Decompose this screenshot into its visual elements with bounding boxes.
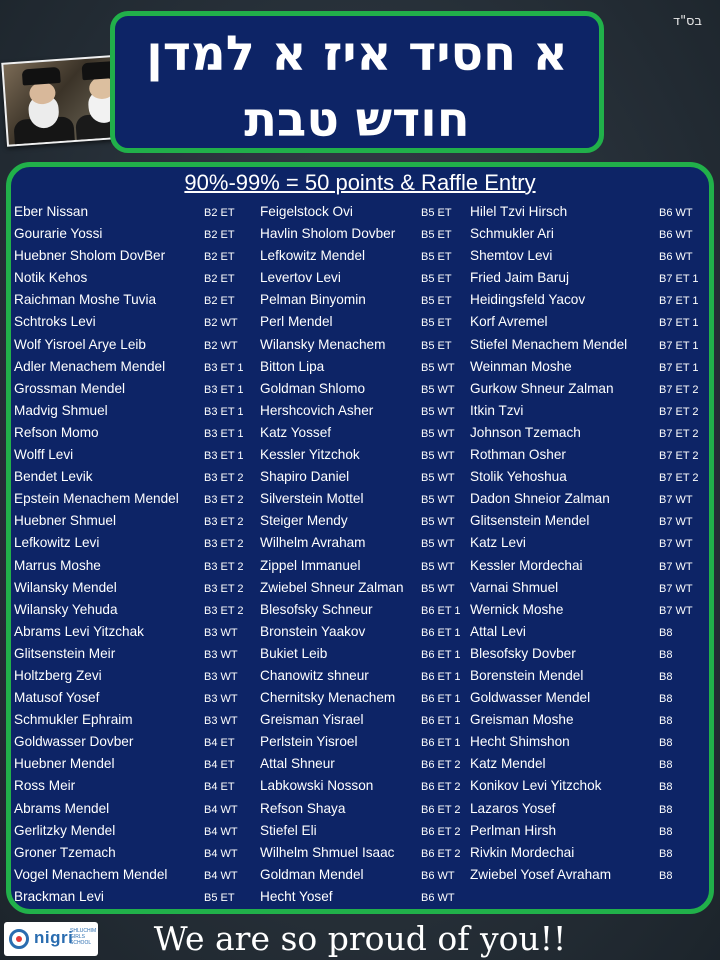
class-code: B3 ET 1 (204, 383, 244, 396)
list-item (470, 775, 710, 797)
class-code: B6 ET 1 (421, 670, 461, 683)
list-item (14, 687, 254, 709)
list-item (260, 687, 470, 709)
list-item (14, 753, 254, 775)
list-item (260, 643, 470, 665)
list-item (470, 687, 710, 709)
title-line-2: חודש טבת (244, 92, 470, 148)
list-item (14, 444, 254, 466)
list-item (14, 798, 254, 820)
student-name: Kessler Yitzchok (260, 447, 360, 463)
list-item (260, 886, 470, 908)
class-code: B3 ET 1 (204, 361, 244, 374)
student-name: Hilel Tzvi Hirsch (470, 204, 568, 219)
class-code: B3 ET 2 (204, 472, 244, 485)
names-column-1 (14, 201, 254, 908)
list-item (14, 643, 254, 665)
class-code: B2 WT (204, 339, 238, 352)
class-code: B6 WT (659, 229, 693, 242)
class-code: B8 (659, 626, 673, 639)
list-item (260, 289, 470, 311)
list-item (260, 665, 470, 687)
student-name: Bendet Levik (14, 469, 93, 485)
student-name: Refson Momo (14, 424, 99, 440)
student-name: Wilhelm Avraham (260, 535, 366, 551)
class-code: B7 ET 2 (659, 405, 699, 418)
list-item (14, 532, 254, 554)
student-name: Madvig Shmuel (14, 402, 108, 418)
student-name: Eber Nissan (14, 204, 89, 219)
class-code: B8 (659, 759, 673, 772)
class-code: B6 ET 1 (421, 715, 461, 728)
footer-message: We are so proud of you!! (153, 919, 567, 958)
student-name: Perl Mendel (260, 314, 333, 330)
list-item (260, 775, 470, 797)
student-name: Wolff Levi (14, 447, 74, 463)
student-name: Abrams Levi Yitzchak (14, 623, 144, 639)
class-code: B7 ET 1 (659, 317, 699, 330)
list-item (260, 356, 470, 378)
list-item (470, 510, 710, 532)
student-name: Huebner Shmuel (14, 513, 117, 529)
student-name: Rothman Osher (470, 447, 566, 463)
student-name: Lazaros Yosef (470, 800, 556, 816)
class-code: B6 WT (421, 891, 455, 904)
student-name: Korf Avremel (470, 314, 548, 330)
student-name: Huebner Mendel (14, 756, 115, 772)
student-name: Vogel Menachem Mendel (14, 866, 168, 882)
list-item (260, 400, 470, 422)
student-name: Pelman Binyomin (260, 292, 366, 308)
class-code: B3 ET 2 (204, 582, 244, 595)
list-item (14, 400, 254, 422)
list-item (260, 223, 470, 245)
class-code: B3 WT (204, 670, 238, 683)
student-name: Goldman Mendel (260, 866, 364, 882)
class-code: B4 ET (204, 781, 235, 794)
list-item (14, 665, 254, 687)
list-item (14, 555, 254, 577)
class-code: B5 ET (421, 339, 452, 352)
student-name: Schmukler Ephraim (14, 712, 133, 728)
class-code: B6 WT (421, 869, 455, 882)
student-name: Gerlitzky Mendel (14, 822, 116, 838)
list-item (14, 201, 254, 223)
class-code: B4 WT (204, 869, 238, 882)
student-name: Zwiebel Shneur Zalman (260, 579, 404, 595)
list-item (260, 466, 470, 488)
class-code: B8 (659, 693, 673, 706)
class-code: B7 WT (659, 516, 693, 529)
student-name: Shapiro Daniel (260, 469, 350, 485)
student-name: Schtroks Levi (14, 314, 96, 330)
list-item (470, 334, 710, 356)
student-name: Goldwasser Mendel (470, 690, 591, 706)
student-name: Abrams Mendel (14, 800, 110, 816)
list-item (14, 510, 254, 532)
list-item (470, 356, 710, 378)
student-name: Grossman Mendel (14, 380, 126, 396)
student-name: Wilansky Yehuda (14, 601, 118, 617)
class-code: B2 ET (204, 295, 235, 308)
class-code: B6 ET 1 (421, 626, 461, 639)
list-item (14, 422, 254, 444)
list-item (14, 223, 254, 245)
list-item (14, 842, 254, 864)
list-item (470, 289, 710, 311)
list-item (260, 510, 470, 532)
student-name: Lefkowitz Levi (14, 535, 100, 551)
student-name: Stiefel Menachem Mendel (470, 336, 628, 352)
list-item (260, 532, 470, 554)
class-code: B7 WT (659, 494, 693, 507)
list-item (260, 334, 470, 356)
student-name: Schmukler Ari (470, 226, 554, 242)
student-name: Zwiebel Yosef Avraham (470, 866, 612, 882)
list-item (470, 422, 710, 444)
student-name: Perlstein Yisroel (260, 734, 358, 750)
class-code: B8 (659, 869, 673, 882)
student-name: Bukiet Leib (260, 645, 328, 661)
list-item (470, 267, 710, 289)
student-name: Weinman Moshe (470, 358, 572, 374)
student-name: Johnson Tzemach (470, 424, 581, 440)
class-code: B3 ET 2 (204, 604, 244, 617)
class-code: B5 WT (421, 560, 455, 573)
student-name: Stolik Yehoshua (470, 469, 567, 485)
student-name: Goldman Shlomo (260, 380, 366, 396)
list-item (260, 753, 470, 775)
student-name: Labkowski Nosson (260, 778, 374, 794)
list-item (470, 577, 710, 599)
list-item (470, 555, 710, 577)
list-item (14, 356, 254, 378)
student-name: Huebner Sholom DovBer (14, 248, 166, 264)
student-name: Ross Meir (14, 778, 76, 794)
class-code: B8 (659, 781, 673, 794)
list-item (260, 842, 470, 864)
list-item (14, 245, 254, 267)
class-code: B5 WT (421, 538, 455, 551)
student-name: Chanowitz shneur (260, 667, 369, 683)
list-item (260, 378, 470, 400)
list-item (260, 709, 470, 731)
class-code: B8 (659, 803, 673, 816)
class-code: B5 WT (421, 516, 455, 529)
student-name: Wernick Moshe (470, 601, 564, 617)
student-name: Perlman Hirsh (470, 822, 557, 838)
list-item (14, 709, 254, 731)
student-name: Blesofsky Schneur (260, 601, 373, 617)
student-name: Hecht Shimshon (470, 734, 570, 750)
class-code: B8 (659, 648, 673, 661)
list-item (470, 842, 710, 864)
list-item (14, 599, 254, 621)
list-item (260, 621, 470, 643)
class-code: B5 ET (421, 207, 452, 219)
class-code: B5 WT (421, 383, 455, 396)
student-name: Greisman Moshe (470, 712, 574, 728)
list-item (260, 201, 470, 223)
logo-subtitle: SHLUCHIM GIRLS SCHOOL (70, 928, 97, 946)
list-item (470, 444, 710, 466)
class-code: B7 ET 1 (659, 295, 699, 308)
class-code: B6 ET 2 (421, 847, 461, 860)
class-code: B7 WT (659, 582, 693, 595)
student-name: Wilansky Mendel (14, 579, 117, 595)
student-name: Varnai Shmuel (470, 579, 559, 595)
list-item (470, 378, 710, 400)
list-item (470, 798, 710, 820)
student-name: Notik Kehos (14, 270, 88, 286)
list-item (14, 488, 254, 510)
class-code: B5 ET (421, 295, 452, 308)
list-item (470, 311, 710, 333)
class-code: B4 ET (204, 759, 235, 772)
student-name: Brackman Levi (14, 888, 104, 904)
list-item (260, 599, 470, 621)
names-column-2 (260, 201, 470, 908)
class-code: B5 WT (421, 361, 455, 374)
student-name: Fried Jaim Baruj (470, 270, 569, 286)
names-column-3 (470, 201, 710, 886)
points-header: 90%-99% = 50 points & Raffle Entry (184, 170, 536, 195)
student-name: Adler Menachem Mendel (14, 358, 166, 374)
list-item (14, 311, 254, 333)
class-code: B5 WT (421, 405, 455, 418)
class-code: B6 ET 1 (421, 737, 461, 750)
list-item (260, 731, 470, 753)
class-code: B2 WT (204, 317, 238, 330)
student-name: Chernitsky Menachem (260, 690, 396, 706)
class-code: B5 ET (421, 229, 452, 242)
list-item (470, 709, 710, 731)
list-item (260, 422, 470, 444)
list-item (470, 753, 710, 775)
list-item (470, 466, 710, 488)
list-item (470, 731, 710, 753)
list-item (470, 201, 710, 223)
student-name: Lefkowitz Mendel (260, 248, 366, 264)
class-code: B8 (659, 670, 673, 683)
student-name: Matusof Yosef (14, 690, 100, 706)
student-name: Katz Mendel (470, 756, 546, 772)
class-code: B3 WT (204, 648, 238, 661)
title-banner (110, 11, 604, 153)
list-item (260, 820, 470, 842)
list-item (470, 665, 710, 687)
class-code: B6 ET 1 (421, 693, 461, 706)
class-code: B3 ET 2 (204, 494, 244, 507)
student-name: Bitton Lipa (260, 358, 325, 374)
list-item (14, 267, 254, 289)
list-item (470, 245, 710, 267)
list-item (14, 378, 254, 400)
honor-roll-panel (6, 162, 714, 914)
list-item (14, 775, 254, 797)
list-item (14, 466, 254, 488)
class-code: B5 WT (421, 494, 455, 507)
class-code: B7 ET 1 (659, 361, 699, 374)
class-code: B6 ET 2 (421, 759, 461, 772)
student-name: Glitsenstein Mendel (470, 513, 590, 529)
student-name: Epstein Menachem Mendel (14, 491, 179, 507)
list-item (470, 864, 710, 886)
class-code: B6 WT (659, 251, 693, 264)
class-code: B8 (659, 825, 673, 838)
list-item (260, 245, 470, 267)
class-code: B5 ET (421, 251, 452, 264)
student-name: Rivkin Mordechai (470, 844, 575, 860)
class-code: B4 WT (204, 847, 238, 860)
class-code: B8 (659, 715, 673, 728)
student-name: Refson Shaya (260, 800, 346, 816)
class-code: B6 ET 1 (421, 648, 461, 661)
student-name: Gourarie Yossi (14, 226, 103, 242)
class-code: B3 WT (204, 715, 238, 728)
list-item (470, 820, 710, 842)
list-item (14, 886, 254, 908)
student-name: Gurkow Shneur Zalman (470, 380, 614, 396)
class-code: B5 WT (421, 450, 455, 463)
student-name: Katz Yossef (260, 424, 332, 440)
class-code: B7 ET 2 (659, 383, 699, 396)
class-code: B5 WT (421, 582, 455, 595)
class-code: B5 ET (421, 317, 452, 330)
list-item (260, 555, 470, 577)
class-code: B7 ET 2 (659, 472, 699, 485)
class-code: B3 ET 1 (204, 427, 244, 440)
list-item (470, 400, 710, 422)
class-code: B6 ET 2 (421, 803, 461, 816)
student-name: Konikov Levi Yitzchok (470, 778, 602, 794)
list-item (260, 311, 470, 333)
list-item (14, 864, 254, 886)
list-item (14, 334, 254, 356)
student-name: Bronstein Yaakov (260, 623, 366, 639)
class-code: B4 WT (204, 803, 238, 816)
student-name: Havlin Sholom Dovber (260, 226, 396, 242)
class-code: B2 ET (204, 207, 235, 219)
title-line-1: א חסיד איז א למדן (146, 26, 568, 82)
student-name: Wolf Yisroel Arye Leib (14, 336, 146, 352)
class-code: B7 WT (659, 560, 693, 573)
student-name: Katz Levi (470, 535, 526, 551)
student-name: Attal Shneur (260, 756, 335, 772)
class-code: B3 WT (204, 626, 238, 639)
class-code: B6 ET 2 (421, 781, 461, 794)
class-code: B7 WT (659, 538, 693, 551)
class-code: B8 (659, 737, 673, 750)
class-code: B6 WT (659, 207, 693, 219)
class-code: B6 ET 1 (421, 604, 461, 617)
class-code: B3 WT (204, 693, 238, 706)
student-name: Wilhelm Shmuel Isaac (260, 844, 395, 860)
class-code: B4 WT (204, 825, 238, 838)
student-name: Marrus Moshe (14, 557, 101, 573)
student-name: Groner Tzemach (14, 844, 116, 860)
class-code: B7 ET 2 (659, 427, 699, 440)
list-item (260, 488, 470, 510)
student-name: Levertov Levi (260, 270, 341, 286)
student-name: Dadon Shneior Zalman (470, 491, 610, 507)
list-item (260, 267, 470, 289)
logo-wordmark: nigri (34, 928, 74, 947)
class-code: B4 ET (204, 737, 235, 750)
class-code: B3 ET 1 (204, 405, 244, 418)
student-name: Hecht Yosef (260, 888, 333, 904)
list-item (14, 289, 254, 311)
student-name: Steiger Mendy (260, 513, 348, 529)
class-code: B3 ET 1 (204, 450, 244, 463)
student-name: Blesofsky Dovber (470, 645, 576, 661)
student-name: Silverstein Mottel (260, 491, 364, 507)
student-name: Glitsenstein Meir (14, 645, 116, 661)
student-name: Holtzberg Zevi (14, 667, 102, 683)
class-code: B3 ET 2 (204, 516, 244, 529)
student-name: Stiefel Eli (260, 822, 317, 838)
list-item (14, 820, 254, 842)
student-name: Zippel Immanuel (260, 557, 361, 573)
class-code: B5 WT (421, 472, 455, 485)
class-code: B2 ET (204, 273, 235, 286)
class-code: B6 ET 2 (421, 825, 461, 838)
class-code: B3 ET 2 (204, 560, 244, 573)
corner-bsd-mark: בס"ד (672, 14, 702, 29)
class-code: B7 ET 1 (659, 339, 699, 352)
list-item (260, 864, 470, 886)
class-code: B5 WT (421, 427, 455, 440)
list-item (14, 731, 254, 753)
student-name: Wilansky Menachem (260, 336, 386, 352)
student-name: Itkin Tzvi (470, 402, 524, 418)
student-name: Greisman Yisrael (260, 712, 364, 728)
student-name: Hershcovich Asher (260, 402, 374, 418)
student-name: Heidingsfeld Yacov (470, 292, 586, 308)
class-code: B7 ET 1 (659, 273, 699, 286)
list-item (14, 577, 254, 599)
list-item (470, 488, 710, 510)
list-item (260, 444, 470, 466)
student-name: Feigelstock Ovi (260, 204, 353, 219)
student-name: Shemtov Levi (470, 248, 553, 264)
student-name: Attal Levi (470, 623, 526, 639)
class-code: B3 ET 2 (204, 538, 244, 551)
class-code: B2 ET (204, 251, 235, 264)
class-code: B8 (659, 847, 673, 860)
student-name: Borenstein Mendel (470, 667, 584, 683)
list-item (14, 621, 254, 643)
student-name: Raichman Moshe Tuvia (14, 292, 157, 308)
list-item (470, 599, 710, 621)
list-item (470, 621, 710, 643)
class-code: B7 ET 2 (659, 450, 699, 463)
class-code: B5 ET (204, 891, 235, 904)
list-item (260, 798, 470, 820)
student-name: Kessler Mordechai (470, 557, 583, 573)
list-item (470, 532, 710, 554)
student-name: Goldwasser Dovber (14, 734, 134, 750)
class-code: B2 ET (204, 229, 235, 242)
class-code: B5 ET (421, 273, 452, 286)
list-item (470, 223, 710, 245)
list-item (470, 643, 710, 665)
class-code: B7 WT (659, 604, 693, 617)
list-item (260, 577, 470, 599)
